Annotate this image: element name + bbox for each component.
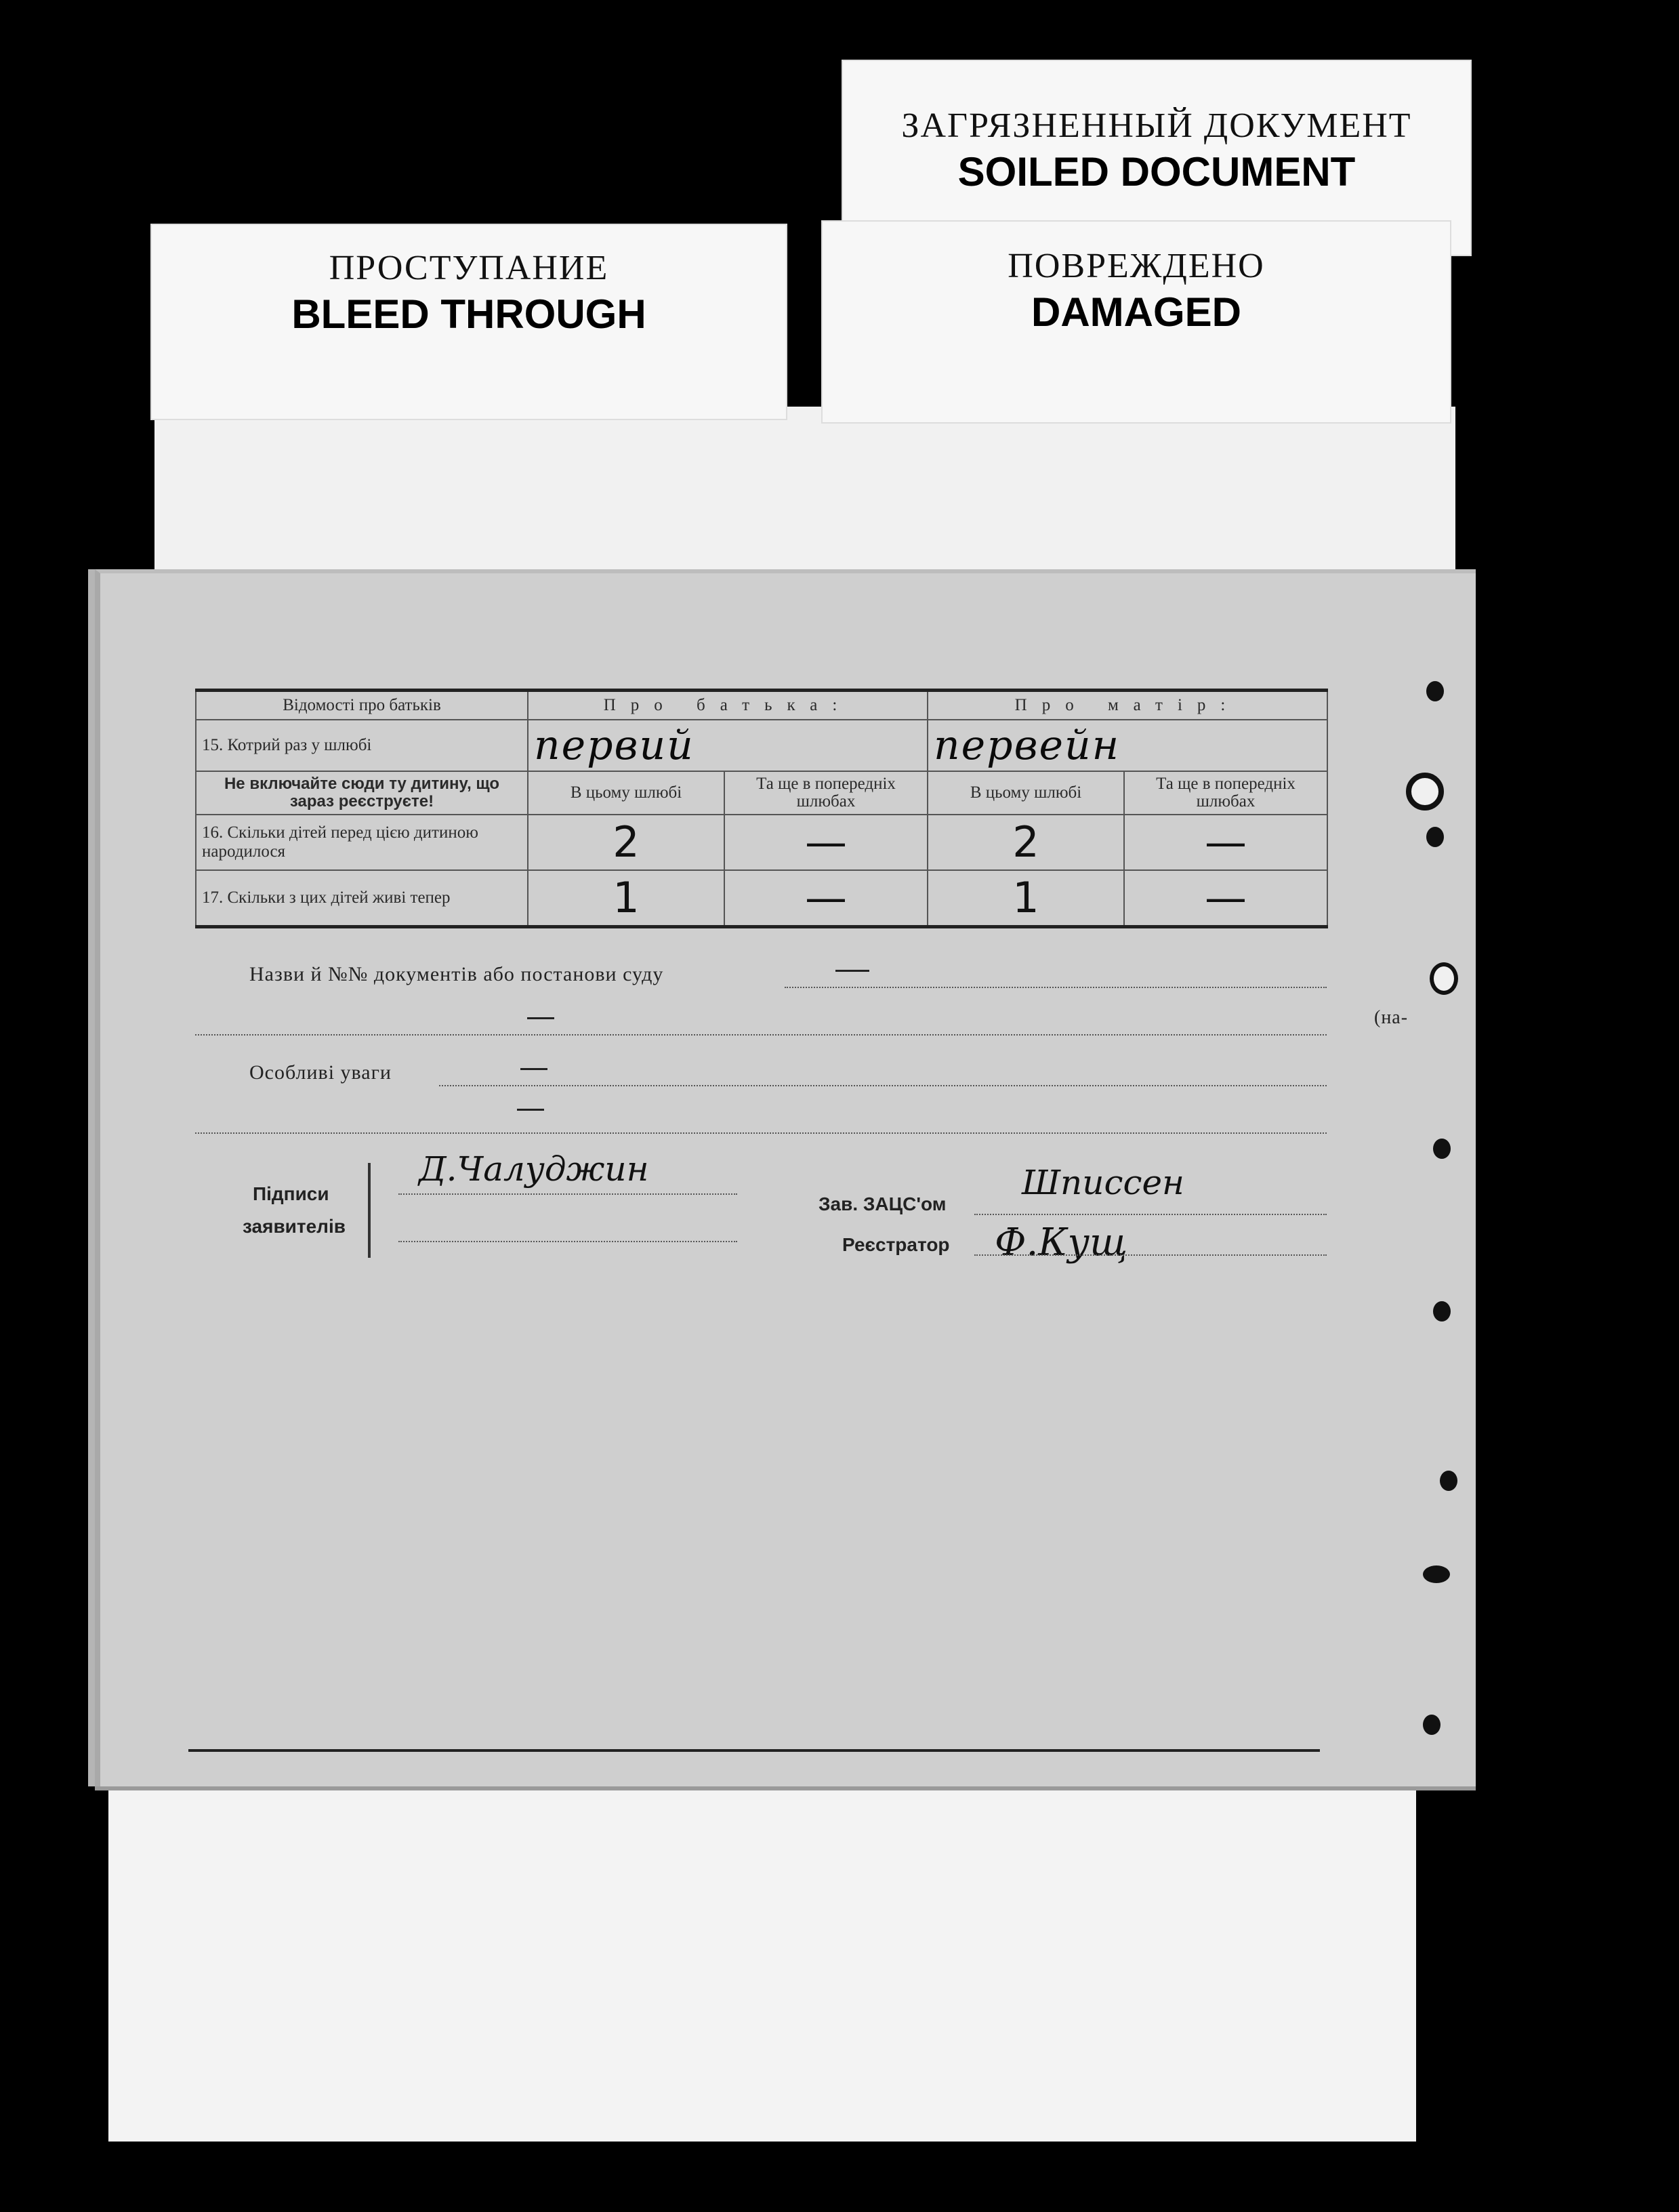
table-row-16: [196, 815, 1327, 870]
row16-label: 16. Скільки дітей перед цією дитиною народилося: [196, 815, 528, 870]
punch-hole: [1423, 1715, 1440, 1735]
punch-hole: [1406, 773, 1444, 811]
row17-father-this: 1: [528, 870, 724, 927]
row16-father-prev: —: [724, 815, 928, 870]
bleed-label-en: BLEED THROUGH: [291, 291, 646, 337]
table-header-row: [196, 691, 1327, 720]
table-row-15: [196, 720, 1327, 771]
applicant-line-2: [398, 1241, 737, 1242]
row17-mother-prev: —: [1124, 870, 1327, 927]
applicants-bracket: [368, 1163, 371, 1258]
row16-mother-prev: —: [1124, 815, 1327, 870]
head-line: [974, 1214, 1327, 1215]
subheader-mother-prev: Та ще в попередніх шлюбах: [1124, 771, 1327, 815]
header-father: Про батька:: [528, 691, 928, 720]
subheader-warning: Не включайте сюди ту дитину, що зараз реєструєте!: [196, 771, 528, 815]
punch-hole: [1426, 681, 1444, 701]
row15-label: 15. Котрий раз у шлюбі: [196, 720, 528, 771]
remarks-line-2: [195, 1132, 1327, 1134]
registrar-label: Реєстратор: [842, 1234, 950, 1255]
head-label: Зав. ЗАЦС'ом: [818, 1193, 947, 1214]
header-mother: Про матір:: [928, 691, 1327, 720]
punch-hole: [1423, 1565, 1450, 1583]
remarks-label: Особливі уваги: [249, 1061, 392, 1084]
documents-label: Назви й №№ документів або постанови суду: [249, 963, 664, 985]
bottom-rule: [188, 1749, 1320, 1752]
remarks-line-1: [439, 1085, 1327, 1086]
bleed-through-label: [150, 224, 787, 420]
applicant-signature: Д.Чалуджин: [419, 1149, 649, 1189]
applicants-label-1: Підписи: [253, 1183, 329, 1204]
damaged-label: [821, 220, 1451, 424]
documents-dash: [835, 970, 869, 972]
documents-line-2: [195, 1034, 1327, 1036]
subheader-mother-this: В цьому шлюбі: [928, 771, 1124, 815]
punch-hole: [1440, 1471, 1457, 1491]
damaged-label-en: DAMAGED: [1031, 289, 1241, 335]
punch-hole: [1430, 962, 1458, 995]
documents-dash-2: [527, 1017, 554, 1019]
row17-mother-this: 1: [928, 870, 1124, 927]
margin-note: (на-: [1374, 1007, 1409, 1028]
back-sheet-bottom: [108, 1762, 1416, 2142]
remarks-dash-2: [517, 1109, 544, 1111]
applicant-line-1: [398, 1193, 737, 1195]
table-subheader-row: [196, 771, 1327, 815]
parents-table: [195, 689, 1328, 928]
subheader-father-this: В цьому шлюбі: [528, 771, 724, 815]
registration-form: [95, 569, 1476, 1786]
damaged-label-ru: ПОВРЕЖДЕНО: [1008, 247, 1265, 285]
head-signature: Шписсен: [1022, 1163, 1184, 1202]
soiled-label-en: SOILED DOCUMENT: [957, 149, 1356, 194]
remarks-dash: [520, 1068, 547, 1070]
punch-hole: [1433, 1139, 1451, 1159]
punch-hole: [1433, 1301, 1451, 1322]
row17-label: 17. Скільки з цих дітей живі тепер: [196, 870, 528, 927]
subheader-father-prev: Та ще в попередніх шлюбах: [724, 771, 928, 815]
back-sheet-top: [154, 407, 1455, 590]
header-parents-info: Відомості про батьків: [196, 691, 528, 720]
registrar-signature: Ф.Кущ: [995, 1221, 1128, 1265]
registrar-line: [974, 1254, 1327, 1256]
punch-hole: [1426, 827, 1444, 847]
row15-mother-value: первейн: [928, 720, 1327, 771]
bleed-label-ru: ПРОСТУПАНИЕ: [329, 249, 609, 287]
row16-mother-this: 2: [928, 815, 1124, 870]
soiled-label-ru: ЗАГРЯЗНЕННЫЙ ДОКУМЕНТ: [901, 106, 1412, 145]
row16-father-this: 2: [528, 815, 724, 870]
documents-line-1: [785, 987, 1327, 988]
row17-father-prev: —: [724, 870, 928, 927]
row15-father-value: первий: [528, 720, 928, 771]
table-row-17: [196, 870, 1327, 927]
applicants-label-2: заявителів: [243, 1216, 346, 1237]
